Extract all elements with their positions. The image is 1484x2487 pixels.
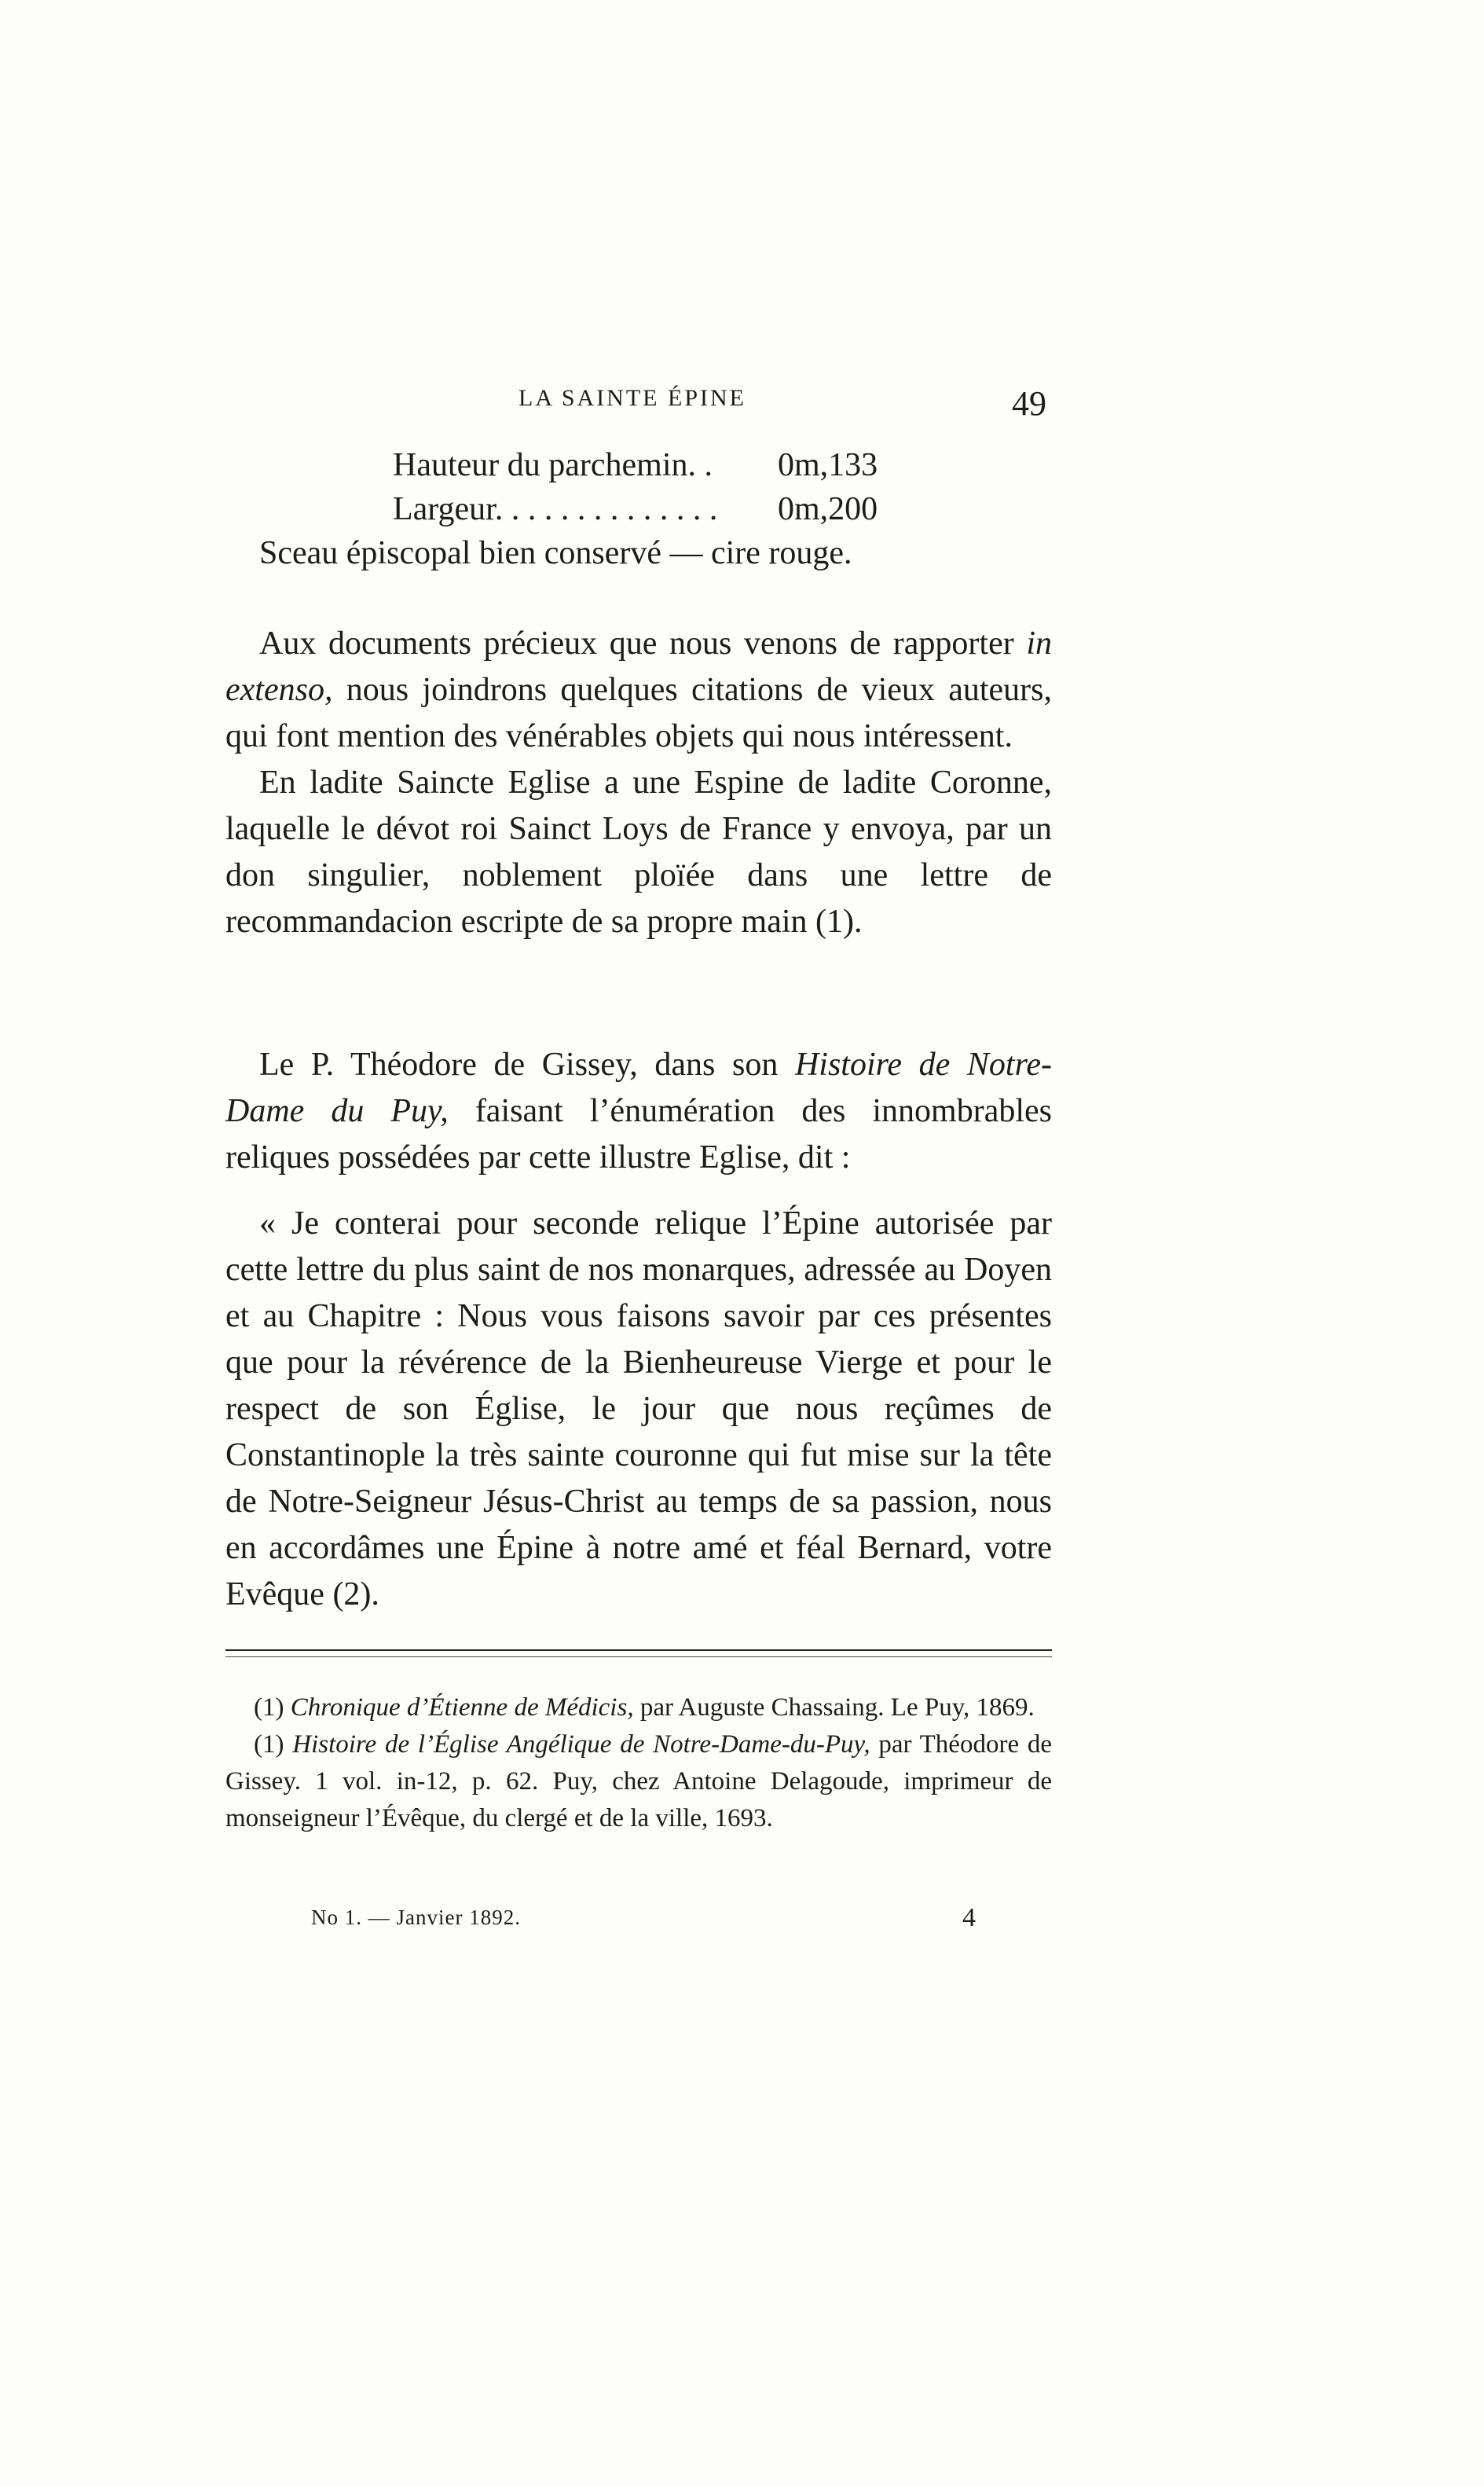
paragraph-1: Aux documents précieux que nous venons de rapporter in extenso, nous joindrons quelques citations de vieux auteurs, qui font mention des vénérables objets qui nous intéressent. <box>225 625 1052 754</box>
measurement-height <box>393 446 878 484</box>
paragraph-4: « Je conterai pour seconde relique l’Épine autorisée par cette lettre du plus saint de nos monarques, adressée au Doyen et au Chapitre : Nous vous faisons savoir par ces présentes que pour la révérence de la Bienheureuse Vierge et pour le respect de son Église, le jour que nous reçûmes de Constantinople la très sainte couronne qui fut mise sur la tête de Notre-Seigneur Jésus-Christ au temps de sa passion, nous en accordâmes une Épine à notre amé et féal Bernard, votre Evêque (2). <box>225 1205 1052 1612</box>
page-number: 49 <box>1012 384 1046 423</box>
footnote-2: (1) Histoire de l’Église Angélique de Notre-Dame-du-Puy, par Théodore de Gissey. 1 vol. in-12, p. 62. Puy, chez Antoine Delagoude, imprimeur de monseigneur l’Évêque, du clergé et de la ville, 1693. <box>225 1730 1053 1832</box>
quotation <box>225 1201 1052 1618</box>
height-value: 0m,133 <box>778 447 878 483</box>
seal-line: Sceau épiscopal bien conservé — cire rouge. <box>259 535 852 571</box>
width-label: Largeur. . . . . . . . . . . . . . <box>393 491 718 527</box>
width-value: 0m,200 <box>778 491 878 527</box>
footnote-rule <box>225 1649 1052 1651</box>
paragraph-3: Le P. Théodore de Gissey, dans son Histoire de Notre-Dame du Puy, faisant l’énumération des innombrables reliques possédées par cette illustre Eglise, dit : <box>225 1047 1052 1176</box>
body-text-2 <box>225 1042 1052 1181</box>
footnotes <box>225 1689 1052 1837</box>
body-text-1 <box>225 621 1052 945</box>
running-title: LA SAINTE ÉPINE <box>518 385 746 411</box>
footnote-rule-thin <box>225 1656 1052 1657</box>
measurement-width <box>393 490 878 528</box>
footnote-1: (1) Chronique d’Étienne de Médicis, par Auguste Chassaing. Le Puy, 1869. <box>254 1693 1035 1722</box>
height-label: Hauteur du parchemin. . <box>393 447 713 483</box>
issue-signature: No 1. — Janvier 1892. <box>311 1906 521 1929</box>
paragraph-2: En ladite Saincte Eglise a une Espine de ladite Coronne, laquelle le dévot roi Sainct Loys de France y envoya, par un don singulier, noblement ploïée dans une lettre de recommandacion escripte de sa propre main (1). <box>225 765 1052 940</box>
sheet-signature: 4 <box>962 1903 976 1932</box>
